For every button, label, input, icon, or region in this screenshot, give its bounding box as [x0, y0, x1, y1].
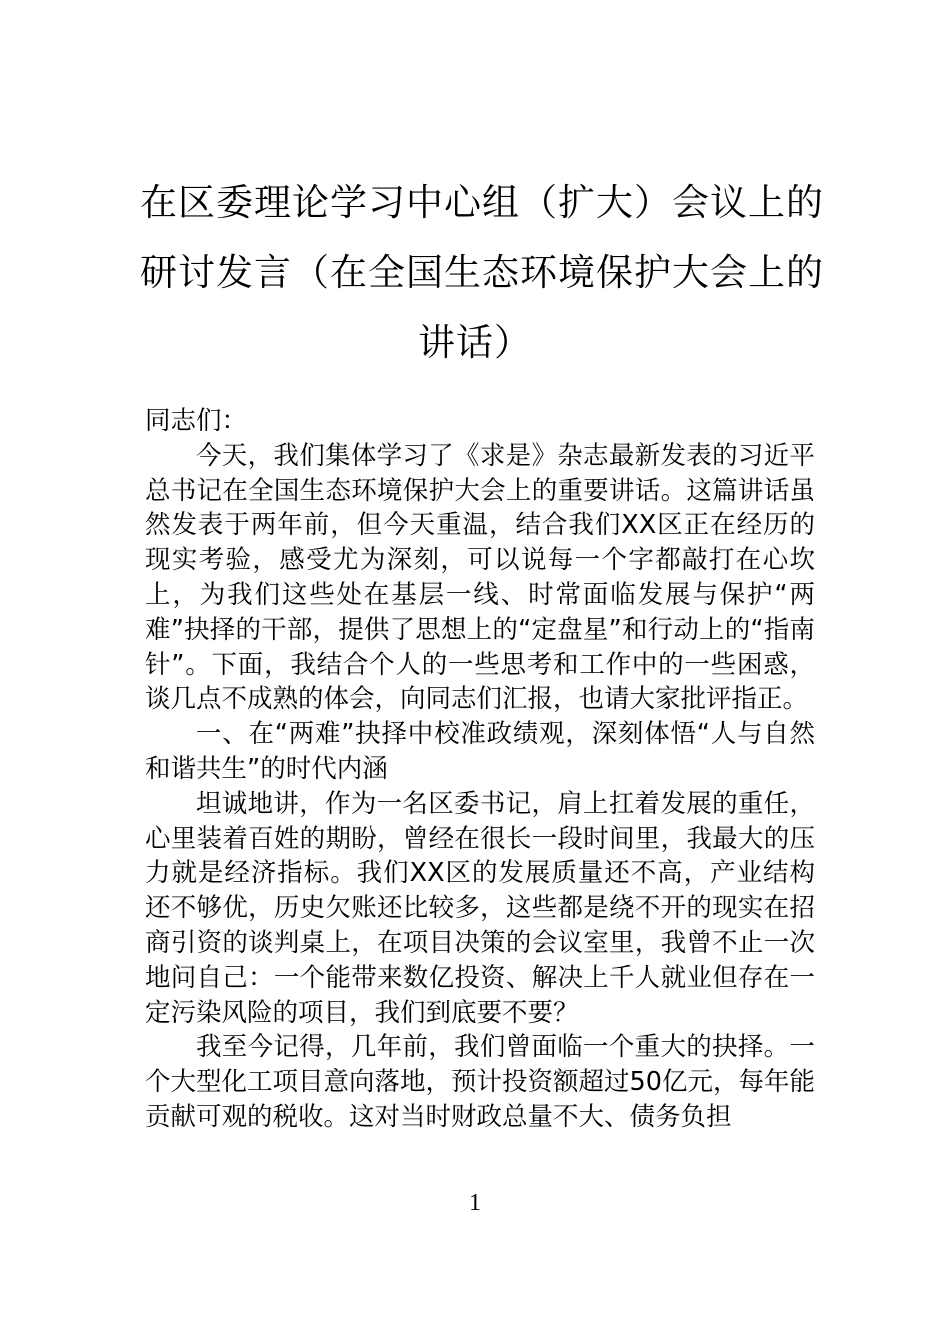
paragraph-3: 我至今记得，几年前，我们曾面临一个重大的抉择。一个大型化工项目意向落地，预计投资额超过50亿元，每年能贡献可观的税收。这对当时财政总量不大、债务负担	[145, 1032, 815, 1132]
document-title	[140, 168, 824, 378]
paragraph-2: 坦诚地讲，作为一名区委书记，肩上扛着发展的重任，心里装着百姓的期盼，曾经在很长一段时间里，我最大的压力就是经济指标。我们XX区的发展质量还不高，产业结构还不够优，历史欠账还比较多，这些都是绕不开的现实在招商引资的谈判桌上，在项目决策的会议室里，我曾不止一次地问自己：一个能带来数亿投资、解决上千人就业但存在一定污染风险的项目，我们到底要不要？	[145, 788, 815, 1028]
title-line-1: 在区委理论学习中心组（扩大）会议上的	[140, 181, 824, 224]
page-number: 1	[469, 1190, 481, 1216]
paragraph-intro: 今天，我们集体学习了《求是》杂志最新发表的习近平总书记在全国生态环境保护大会上的重要讲话。这篇讲话虽然发表于两年前，但今天重温，结合我们XX区正在经历的现实考验，感受尤为深刻，可以说每一个字都敲打在心坎上，为我们这些处在基层一线、时常面临发展与保护“两难”抉择的干部，提供了思想上的“定盘星”和行动上的“指南针”。下面，我结合个人的一些思考和工作中的一些困惑，谈几点不成熟的体会，向同志们汇报，也请大家批评指正。	[145, 440, 815, 715]
salutation: 同志们：	[145, 406, 248, 436]
document-body	[145, 404, 815, 1135]
title-line-3: 讲话）	[418, 321, 532, 364]
title-line-2: 研讨发言（在全国生态环境保护大会上的	[140, 251, 824, 294]
section-heading-1: 一、在“两难”抉择中校准政绩观，深刻体悟“人与自然和谐共生”的时代内涵	[145, 719, 815, 784]
